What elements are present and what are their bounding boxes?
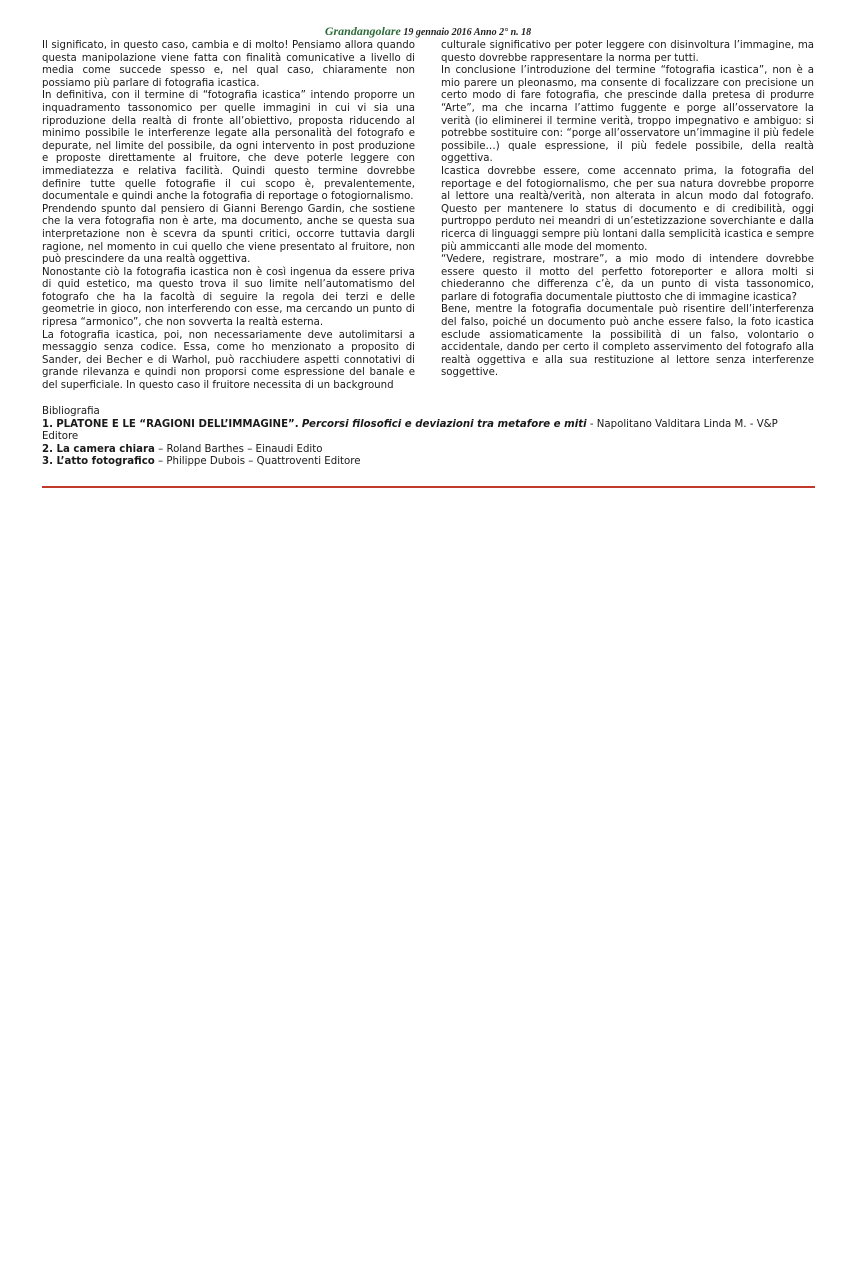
paragraph: La fotografia icastica, poi, non necessariamente deve autolimitarsi a messaggio senza codice. Essa, come ho menzionato a proposito di Sander, dei Becher e di Warhol, può racchiudere aspetti connotativi di grande rilevanza e quindi non proporsi come espressione del banale e del superficiale. In questo caso il fruitore necessita di un background xyxy=(42,329,415,392)
page-header xyxy=(0,25,856,39)
paragraph: Nonostante ciò la fotografia icastica non è così ingenua da essere priva di quid estetico, ma questo trova il suo limite nell’automatismo del fotografo che ha la facoltà di seguire la regola dei terzi e delle geometrie in gioco, non interferendo con esse, ma cercando un punto di ripresa “armonico”, che non sovverta la realtà esterna. xyxy=(42,266,415,329)
bibliography-entry xyxy=(42,444,814,457)
entry-title: . L’atto fotografico xyxy=(49,456,155,468)
article-column-right xyxy=(441,40,814,380)
bibliography-entry xyxy=(42,419,814,444)
entry-title: . La camera chiara xyxy=(49,443,155,455)
entry-title: PLATONE E LE “RAGIONI DELL’IMMAGINE”. xyxy=(56,418,299,430)
entry-details: - Napolitano Valditara Linda M. - V&P Editore xyxy=(42,418,778,443)
paragraph: Bene, mentre la fotografia documentale può risentire dell’interferenza del falso, poiché un documento può anche essere falso, la foto icastica esclude assiomaticamente la possibilità di un falso, volontario o accidentale, dando per certo il completo asservimento del fotografo alla realtà oggettiva e alla sua restituzione al lettore senza interferenze soggettive. xyxy=(441,304,814,379)
entry-details: – Philippe Dubois – Quattroventi Editore xyxy=(154,456,361,468)
issue-info: 19 gennaio 2016 Anno 2° n. 18 xyxy=(403,27,532,38)
paragraph: In conclusione l’introduzione del termine “fotografia icastica”, non è a mio parere un pleonasmo, ma consente di focalizzare con precisione un certo modo di fare fotografia, che prescinde dalla pretesa di produrre “Arte”, ma che incarna l’attimo fuggente e porge all’osservatore la verità (io eliminerei il termine verità, troppo impegnativo e ambiguo: si potrebbe sostituire con: “porge all’osservatore un’immagine il più fedele possibile…) quale espressione, il più fedele possibile, della realtà oggettiva. xyxy=(441,65,814,165)
article-column-left xyxy=(42,40,415,393)
magazine-name: Grandangolare xyxy=(324,24,401,38)
paragraph: “Vedere, registrare, mostrare”, a mio modo di intendere dovrebbe essere questo il motto del perfetto fotoreporter e allora molti si chiederanno che differenza c’è, da un punto di vista tassonomico, parlare di fotografia documentale piuttosto che di immagine icastica? xyxy=(441,254,814,303)
bibliography-heading: Bibliografia xyxy=(42,406,100,417)
bibliography xyxy=(42,406,814,469)
entry-number: 3 xyxy=(42,456,50,468)
section-divider xyxy=(42,486,815,488)
paragraph: Icastica dovrebbe essere, come accennato prima, la fotografia del reportage e del fotogiornalismo, che per sua natura dovrebbe proporre al lettore una realtà/verità, non alterata in alcun modo dal fotografo. Questo per mantenere lo status di documento e di credibilità, oggi purtroppo perduto nei meandri di un’estetizzazione soverchiante e dalla ricerca di linguaggi sempre più lontani dalla semplicità icastica e sempre più ammiccanti alle mode del momento. xyxy=(441,165,814,253)
paragraph: In definitiva, con il termine di “fotografia icastica” intendo proporre un inquadramento tassonomico per quelle immagini in cui vi sia una riproduzione della realtà di fronte all’obiettivo, proposta riducendo al minimo possibile le interferenze legate alla personalità del fotografo e depurate, nel limite del possibile, da ogni intervento in post produzione e proposte direttamente al fruitore, che deve poterle leggere con immediatezza e relativa facilità. Quindi questo termine dovrebbe definire tutte quelle fotografie il cui scopo è, prevalentemente, documentale e quindi anche la fotografia di reportage o fotogiornalismo. xyxy=(42,90,415,203)
entry-subtitle: Percorsi filosofici e deviazioni tra metafore e miti xyxy=(301,418,587,430)
paragraph: Prendendo spunto dal pensiero di Gianni Berengo Gardin, che sostiene che la vera fotografia non è arte, ma documento, anche se questa sua interpretazione non è scevra da spunti critici, occorre tuttavia dargli ragione, nel momento in cui quello che viene presentato al fruitore, non può prescindere da una realtà oggettiva. xyxy=(42,203,415,266)
paragraph: culturale significativo per poter leggere con disinvoltura l’immagine, ma questo dovrebbe rappresentare la norma per tutti. xyxy=(441,40,814,64)
entry-number: 2 xyxy=(42,443,50,455)
entry-details: – Roland Barthes – Einaudi Edito xyxy=(154,443,323,455)
bibliography-entry xyxy=(42,456,814,469)
paragraph: Il significato, in questo caso, cambia e di molto! Pensiamo allora quando questa manipolazione viene fatta con finalità comunicative a livello di media come succede spesso e, nel qual caso, chiaramente non possiamo più parlare di fotografia icastica. xyxy=(42,40,415,89)
entry-number: 1. xyxy=(42,418,53,430)
